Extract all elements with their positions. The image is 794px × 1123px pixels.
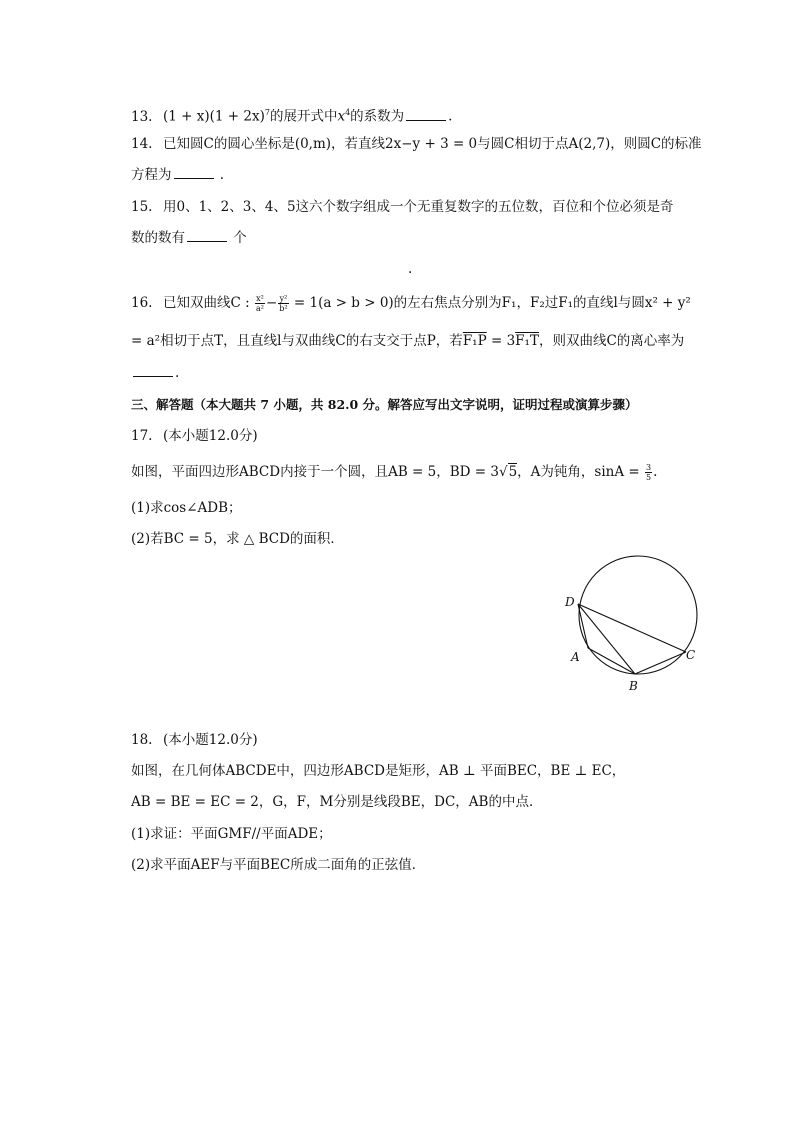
answer-blank[interactable] (174, 166, 214, 179)
question-15 (131, 198, 674, 216)
question-13 (131, 104, 452, 126)
label-d: D (565, 595, 575, 609)
question-14 (131, 135, 702, 153)
fraction-3-5 (645, 463, 652, 482)
frac-denominator: a² (255, 304, 264, 313)
question-16-line3 (131, 364, 179, 382)
q13-var: x (337, 108, 346, 125)
circumcircle (579, 556, 697, 674)
answer-blank[interactable] (133, 364, 173, 377)
q17-part1: (1)求cos∠ADB； (131, 500, 242, 516)
question-number: 15. (131, 199, 153, 215)
circle-quadrilateral-figure (562, 555, 702, 695)
segment-ab (588, 648, 635, 674)
question-number: 16. (131, 295, 153, 311)
answer-blank[interactable] (406, 108, 446, 121)
vector-f1p: F₁P (462, 333, 487, 349)
section-heading: 三、解答题（本大题共 7 小题，共 82.0 分。解答应写出文字说明，证明过程或演算步骤） (131, 397, 638, 412)
question-number: 18. (131, 732, 153, 748)
sqrt-radicand: 5 (508, 464, 518, 480)
question-number: 13. (131, 108, 153, 125)
answer-blank[interactable] (187, 229, 227, 242)
q14-end: . (215, 167, 225, 183)
question-16: 16. 已知双曲线C : $\frac{\text{x²}}{\text{a²}}$ − $\frac{\text{y²}}{\text{b²}}$ = 1(a > b > 0)的左右焦点分别为F₁，F₂过F₁的直线l与圆x² + y² (131, 294, 691, 313)
label-b: B (629, 679, 638, 693)
q16-end: . (175, 365, 180, 381)
q13-text-2: 的系数为 (350, 108, 405, 125)
q16-line2: = a²相切于点T，且直线l与双曲线C的右支交于点P，若 (131, 333, 463, 349)
question-number: 14. (131, 136, 153, 152)
label-a: A (571, 650, 580, 664)
q16-text: 已知双曲线C : (163, 295, 254, 311)
question-score: (本小题12.0分) (163, 732, 258, 748)
frac-numerator: x² (256, 294, 264, 303)
q18-line2: AB = BE = EC = 2，G，F，M分别是线段BE，DC，AB的中点． (131, 794, 543, 810)
vector-f1t: F₁T (515, 333, 539, 349)
fraction-y2-b2 (278, 294, 288, 313)
q18-line1: 如图，在几何体ABCDE中，四边形ABCD是矩形，AB ⊥ 平面BEC，BE ⊥ EC， (131, 763, 626, 779)
q15-end: 个 (229, 230, 247, 246)
q15-line2: 数的数有 (131, 230, 185, 246)
q17-stem-b: ，A为钝角，sinA = (517, 464, 645, 480)
q13-text: 的展开式中 (269, 108, 338, 125)
q18-part1: (1)求证：平面GMF//平面ADE； (131, 826, 332, 842)
q17-part2: (2)若BC = 5，求 △ BCD的面积． (131, 531, 344, 547)
q13-expr: (1 + x)(1 + 2x) (163, 108, 265, 125)
q15-line1: 用0、1、2、3、4、5这六个数字组成一个无重复数字的五位数，百位和个位必须是奇 (163, 199, 674, 215)
question-16-line2 (131, 332, 684, 350)
frac-numerator: 3 (646, 463, 652, 472)
q13-exponent-7: 7 (264, 108, 270, 117)
q17-stem: 如图，平面四边形ABCD内接于一个圆，且AB = 5，BD = 3√5，A为钝角，sinA = $\frac{3}{5}$ . (131, 463, 658, 482)
segment-dc (578, 604, 686, 652)
fraction-x2-a2 (255, 294, 265, 313)
label-c: C (686, 648, 696, 662)
question-score: (本小题12.0分) (163, 428, 258, 444)
segment-db (578, 604, 635, 674)
question-number: 17. (131, 428, 153, 444)
frac-denominator: b² (279, 304, 288, 313)
frac-numerator: y² (279, 294, 288, 303)
q13-end: . (448, 108, 453, 125)
q18-part2: (2)求平面AEF与平面BEC所成二面角的正弦值． (131, 857, 426, 873)
q16-line2-end: ，则双曲线C的离心率为 (538, 333, 685, 349)
question-14-line2 (131, 166, 224, 184)
q17-stem-end: . (653, 464, 658, 480)
q16-eq: = 3 (486, 333, 516, 349)
question-17 (131, 427, 258, 445)
q17-stem-a: 如图，平面四边形ABCD内接于一个圆，且AB = 5，BD = 3 (131, 464, 499, 480)
q14-line1: 已知圆C的圆心坐标是(0,m)，若直线2x−y + 3 = 0与圆C相切于点A(2,7)，则圆C的标准 (163, 136, 702, 152)
question-15-line2 (131, 229, 247, 247)
segment-bc (635, 652, 686, 674)
q16-text-2: = 1(a > b > 0)的左右焦点分别为F₁，F₂过F₁的直线l与圆x² + y² (289, 295, 691, 311)
q14-line2: 方程为 (131, 167, 172, 183)
q13-exponent-4: 4 (345, 108, 351, 117)
frac-denominator: 5 (646, 473, 652, 482)
question-18 (131, 731, 258, 749)
stray-dot: . (408, 261, 413, 277)
